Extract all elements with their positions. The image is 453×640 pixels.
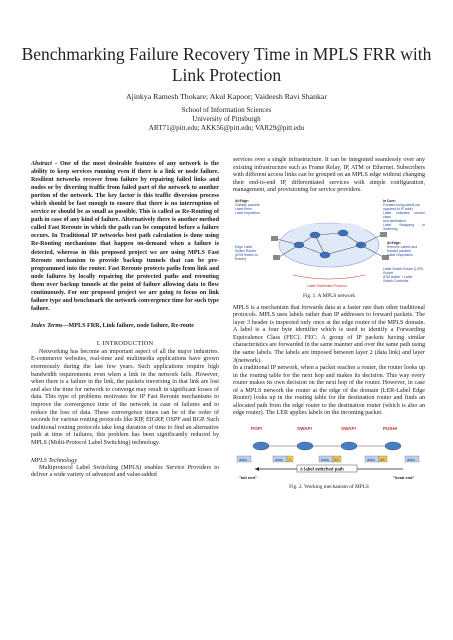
packet-data-4: data (367, 456, 375, 462)
annotation-line: Label Switch Router (LSR) (383, 266, 424, 271)
annotation-edge-router (235, 245, 258, 261)
annotation-line: (ATM Switch or (235, 252, 258, 257)
annotation-line: Router (383, 270, 394, 275)
figure-mpls-working (233, 424, 425, 482)
router-1 (253, 442, 269, 450)
annotation-lsr (383, 267, 423, 283)
abstract-text: One of the most desirable features of any network is the ability to keep services running even if there is a link or node failure. Resilient networks recover from failure by repairing failed links and nodes or by diverting traffic from failed part of the network to another portion of the network. The key factor is this traffic diversion process which should be fast enough to ensure that there is no interruption of service or should be as small as possible. This is called as Re-Routing of path in case of any kind of failure. Alternatively there is another method called Fast Reroute in which the path can be computed before a failure occurs. In Traditional IP networks best path calculation is done using Re-Routing mechanisms that happen on-demand when a failure is detected, whereas in this proposed project we are using MPLS Fast Reroute mechanism to provide backup tunnels that can be pre-programmed into the router. Fast Reroute protects paths from link and node failures by locally repairing the protected paths and rerouting them over backup tunnels at the point of failure allowing data to flow continuously. For our proposed project we are going to focus on link failure type and benchmark the network convergence time for such type failure. (31, 161, 219, 312)
annotation-line: Forward using labels (as (383, 202, 420, 207)
annotation-at-edge2-title: At Edge: (387, 240, 401, 245)
paper-title: Benchmarking Failure Recovery Time in MPLS FRR with Link Protection (21, 44, 432, 85)
annotation-line: Router) (235, 256, 247, 261)
index-terms-label: Index Terms (31, 322, 63, 329)
annotation-line: Remove Labels and (387, 244, 418, 249)
lsp-label: A label switched path (300, 466, 344, 472)
intro-text: Networking has become an important aspect of all the major industries. E-commerce websites, real-time and multimedia applications have grown enormously during the last few years. Such applications require high bandwidth requirements even when a link in the network fails. However, when there is a failure in the link, the packets traversing in that link are lost and also the time for network to converge may result in significant losses of data. This type of problems motivates for IP Fast Reroute mechanisms to improve the convergence time of the network in case of failures and to reduce the loss of data. These convergence times can be of the order of seconds for various routing protocols like RIP, EIGRP, OSPF and BGP. Such traditional routing protocols take long duration of time to find an alternative path at time of failures, this problem has been significantly reduced by MPLS (Multi-Protocol Label Switching) technology. (31, 348, 219, 447)
index-terms (31, 322, 219, 330)
annotation-line: opposed to IP addr) (383, 206, 413, 211)
annotation-in-core-title: In Core: (383, 198, 396, 203)
annotation-line: Switch Controller (383, 278, 409, 283)
annotation-line: forward packets (387, 248, 411, 253)
affiliation-school: School of Information Sciences (181, 106, 272, 114)
annotation-line: Label Disposition (387, 252, 413, 257)
annotation-line: Label Imposition (235, 210, 260, 215)
left-column (31, 160, 219, 480)
op-swap-2: SWAP! (341, 425, 357, 431)
right-para-3: In a traditional IP network, when a packet reaches a router, the router looks up in the routing table for the next hop and makes its decision. This way every router makes its own decision on the next hop of the router. However, in case of a MPLS network the router at the edge of the domain (LER-Label Edge Router) looks up in the routing table for the destination router and finds an allocated path from the edge router to the destination router (which is also an edge router). The LER applies labels on the incoming packet. (233, 365, 425, 417)
packet-data-1: data (239, 456, 247, 462)
right-column (233, 157, 425, 496)
annotation-line: Classify packets (235, 202, 260, 207)
packet-data-2: data (275, 456, 283, 462)
annotation-line: Switch Router (235, 248, 257, 253)
figure-1-caption: Fig. 1. A MPLS network (302, 292, 356, 299)
packet-data-5: data (407, 456, 415, 462)
abstract-label: Abstract - (31, 161, 57, 167)
mpls-tech-text: Multiprotocol Label Switching (MPLS) enables Service Providers to deliver a wide variety of advanced and value-added (31, 464, 219, 479)
affiliation-university: University of Pittsburgh (192, 115, 261, 124)
annotation-ldp: Label Distribution Protocol (307, 283, 347, 288)
annotation-in-core (383, 199, 425, 231)
annotation-at-edge (235, 199, 260, 215)
paper-affiliation (20, 106, 433, 134)
label-value-2: 23 (334, 456, 339, 462)
index-terms-text: —MPLS FRR, Link failure, node failure, Re-route (62, 322, 194, 329)
annotation-line: Label them (235, 206, 252, 211)
label-switching-diagram (233, 424, 425, 482)
annotation-line: Edge Label (235, 244, 253, 249)
annotation-line: ATM switch + Label (383, 274, 413, 279)
annotation-at-edge-title: At Edge: (235, 198, 249, 203)
op-pop: POP! (251, 425, 263, 431)
tail-end-label: "tail end" (239, 474, 257, 480)
router-3 (341, 442, 357, 450)
paper-authors: Ajinkya Ramesh Thokare; Akul Kapoor; Vaideesh Ravi Shankar (126, 92, 327, 101)
right-para-2: MPLS is a mechanism that forwards data at a faster rate than other traditional protocols. MPLS uses labels rather than IP addresses to forward packets. The layer 3 header is inspected only once at the edge router of the MPLS domain. A label is a four byte identifier which is used to identify a Forwarding Equivalence Class (FEC). FEC: A group of IP packets having similar characteristics are forwarded in the same manner and over the same path using the same labels. The labels are imposed between layer 2 (data link) and layer 3(network). (233, 304, 425, 364)
router-4 (385, 442, 401, 450)
right-para-1: services over a single infrastructure. It can be integrated seamlessly over any existing infrastructure such as Frame Relay, IP, ATM or Ethernet. Subscribers with different access links can be grouped on an MPLS edge without changing their end-to-end IP, differentiated services with simple configuration, management, and provisioning for service providers. (233, 157, 425, 194)
head-end-label: "head end" (393, 474, 415, 480)
annotation-line: Label indicates service class (383, 210, 425, 219)
op-swap-1: SWAP! (297, 425, 313, 431)
annotation-line: and destination (383, 218, 406, 223)
router-2 (297, 442, 313, 450)
intro-heading: I. INTRODUCTION (96, 339, 154, 347)
label-value-1: 2 (288, 456, 291, 462)
figure-mpls-network (233, 199, 425, 291)
packet-data-3: data (321, 456, 329, 462)
affiliation-emails: ART71@pitt.edu; AKK56@pitt.edu; VAR29@pitt.edu (148, 124, 305, 133)
annotation-at-edge-disposition (387, 241, 417, 257)
mpls-tech-heading: MPLS Technology (31, 456, 78, 464)
op-push: PUSH! (383, 425, 398, 431)
figure-2-caption: Fig. 2. Working mechanism of MPLS (289, 483, 369, 490)
label-value-3: 45 (380, 456, 385, 462)
abstract (31, 160, 219, 313)
annotation-line: Label Swapping or Switching (383, 222, 425, 231)
